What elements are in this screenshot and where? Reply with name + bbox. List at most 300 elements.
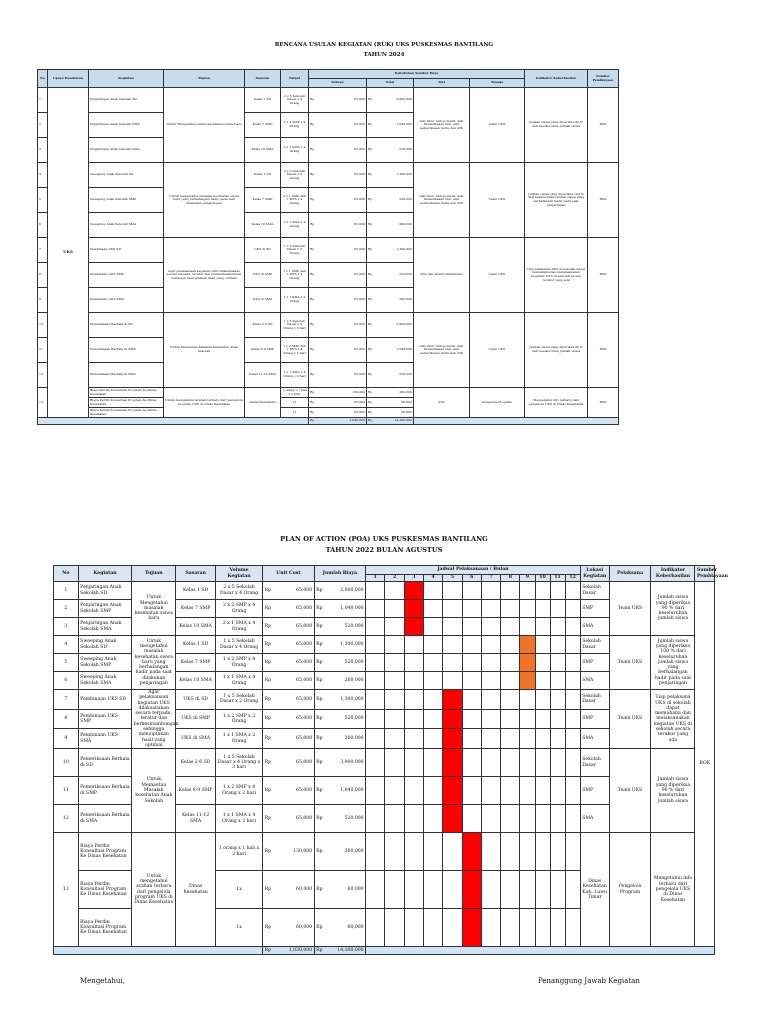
poa-jumlah-biaya [314, 654, 365, 672]
ruk-satuan-rp: Rp [310, 247, 315, 252]
poa-jumlah-biaya-rp: Rp [316, 848, 323, 854]
poa-jumlah-biaya [314, 582, 365, 600]
schedule-bar-month-5 [443, 729, 462, 749]
poa-jumlah-biaya-rp: Rp [316, 677, 323, 683]
poa-kegiatan: Sweeping Anak Sekolah SD [78, 636, 132, 654]
schedule-cell [366, 833, 385, 871]
ruk-no: 12 [38, 363, 48, 388]
ruk-total [367, 388, 414, 398]
poa-unit-cost-rp: Rp [264, 886, 272, 892]
poa-jumlah-biaya [314, 777, 365, 805]
ruk-total-value: 260,000 [399, 389, 412, 394]
ruk-h-target: Target [281, 70, 309, 88]
poa-no: 7 [54, 690, 79, 710]
ruk-target: 1 x 2 SMP dan 1 MTS x 4 Orang x 2 hari [281, 338, 309, 363]
schedule-cell [565, 909, 580, 947]
ruk-total [367, 363, 414, 388]
poa-h-kegiatan: Kegiatan [78, 566, 132, 582]
ruk-kegiatan: Sweeping Anak Sekolah SMA [89, 213, 164, 238]
poa-unit-cost-value: 65,000 [296, 605, 313, 611]
schedule-cell [385, 749, 404, 777]
poa-h-volume: Volume Kegiatan [215, 566, 262, 582]
schedule-cell [535, 600, 550, 618]
poa-unit-cost-value: 65,000 [296, 696, 313, 702]
schedule-cell [385, 636, 404, 654]
schedule-cell [462, 636, 481, 654]
poa-kegiatan: Biaya Perdin Konsultasi Program Ke Dinas Kesehatan [78, 871, 132, 909]
schedule-cell [535, 777, 550, 805]
ruk-total [367, 338, 414, 363]
schedule-cell [520, 777, 535, 805]
poa-h-no: No [54, 566, 79, 582]
poa-unit-cost-rp: Rp [264, 659, 272, 665]
poa-kegiatan: Penjaringan Anak Sekolah SD [78, 582, 132, 600]
schedule-cell [385, 777, 404, 805]
schedule-cell [462, 600, 481, 618]
ruk-total [367, 398, 414, 408]
schedule-cell [550, 636, 565, 654]
ruk-row [38, 88, 619, 113]
schedule-cell [501, 749, 520, 777]
schedule-cell [404, 777, 423, 805]
schedule-bar-month-3 [404, 582, 423, 600]
poa-jumlah-biaya [314, 805, 365, 833]
schedule-bar-month-3 [404, 618, 423, 636]
poa-unit-cost [263, 909, 314, 947]
poa-volume: 1x [215, 871, 262, 909]
poa-jumlah-biaya-rp: Rp [316, 759, 323, 765]
schedule-cell [443, 871, 462, 909]
schedule-cell [366, 805, 385, 833]
schedule-cell [481, 749, 500, 777]
ruk-kegiatan: Sweeping Anak Sekolah SMP [89, 188, 164, 213]
poa-jumlah-biaya-value: 520,000 [344, 815, 364, 821]
ruk-total [367, 213, 414, 238]
ruk-h-kebutuhan: Kebutuhan Sumber Daya [309, 70, 525, 79]
poa-volume: 1x [215, 909, 262, 947]
poa-jumlah-biaya-rp: Rp [316, 736, 323, 742]
poa-kegiatan: Sweeping Anak Sekolah SMP [78, 654, 132, 672]
schedule-cell [366, 749, 385, 777]
poa-kegiatan: Biaya Perdin Konsultasi Program Ke Dinas Kesehatan [78, 833, 132, 871]
ruk-total [367, 113, 414, 138]
poa-unit-cost-rp: Rp [264, 623, 272, 629]
ruk-kegiatan: Sweeping Anak Sekolah SD [89, 163, 164, 188]
ruk-sasaran: Kelas 7 SMP [245, 188, 281, 213]
poa-volume: 1 orang x 1 kali x 2 hari [215, 833, 262, 871]
poa-no: 3 [54, 618, 79, 636]
schedule-cell [481, 729, 500, 749]
ruk-sumber: BOK [588, 388, 619, 418]
schedule-cell [565, 690, 580, 710]
poa-no: 8 [54, 709, 79, 729]
poa-kegiatan: Pemeriksaan Berkala di SMA [78, 805, 132, 833]
poa-jumlah-biaya-value: 260,000 [344, 677, 364, 683]
ruk-total-value: 2,600,000 [396, 97, 412, 102]
poa-unit-cost [263, 805, 314, 833]
ruk-no: 4 [38, 163, 48, 188]
schedule-cell [565, 618, 580, 636]
ruk-satuan-value: 65,000 [354, 372, 365, 377]
poa-sasaran: Dinas Kesehatan [176, 833, 216, 947]
ruk-sasaran: UKS di SMA [245, 288, 281, 313]
ruk-total-value: 60,000 [401, 409, 412, 414]
schedule-cell [501, 909, 520, 947]
ruk-indikator: Tiap pelaksana UKS di sekolah dapat memahami dan melaksanakan kegiatan UKS di sekolah secara terukur yang ada [525, 238, 588, 313]
poa-kegiatan: Penjaringan Anak Sekolah SMA [78, 618, 132, 636]
schedule-cell [550, 709, 565, 729]
poa-tujuan: Untuk Memantau Masalah kesehatan Anak Sekolah [132, 749, 176, 833]
ruk-satuan-value: 65,000 [354, 97, 365, 102]
ruk-kegiatan: Pembinaan UKS SMP [89, 263, 164, 288]
ruk-no: 7 [38, 238, 48, 263]
poa-sasaran: Kelas 2-6 SD [176, 749, 216, 777]
ruk-target: 2 x 5 Sekolah Dasar x 4 Orang [281, 88, 309, 113]
poa-jumlah-biaya-value: 260,000 [344, 848, 364, 854]
schedule-cell [424, 600, 443, 618]
schedule-cell [443, 582, 462, 600]
ruk-target: 2 x 1 SMP dan 1 MTS x 4 Orang [281, 188, 309, 213]
poa-sasaran: UKS di SMP [176, 709, 216, 729]
footer-mengetahui: Mengetahui, [80, 977, 125, 985]
schedule-cell [565, 871, 580, 909]
ruk-satuan-value: 65,000 [354, 322, 365, 327]
ruk-h-indikator: Indikator Keberhasilan [525, 70, 588, 88]
poa-unit-cost [263, 749, 314, 777]
ruk-satuan-rp: Rp [310, 347, 315, 352]
schedule-cell [550, 777, 565, 805]
poa-unit-cost-rp: Rp [264, 759, 272, 765]
poa-indikator: Jumlah siswa yang diperiksa 90 % dari keseluruhan jumlah siswa [651, 749, 695, 833]
poa-kegiatan: Pembinaan UKS SMP [78, 709, 132, 729]
ruk-target: 2 x 1 SMA x 4 Orang [281, 138, 309, 163]
ruk-sasaran: Kelas 1 SD [245, 163, 281, 188]
ruk-sasaran: Dinas Kesehatan [245, 388, 281, 418]
schedule-cell [520, 618, 535, 636]
ruk-h-alat: Alat [414, 79, 470, 88]
poa-volume: 1 x 1 SMA x 2 Orang [215, 729, 262, 749]
ruk-total-value: 520,000 [399, 272, 412, 277]
poa-month-6: 6 [462, 575, 481, 582]
poa-jumlah-biaya [314, 600, 365, 618]
ruk-h-sumber: Sumber Pembiayaan [588, 70, 619, 88]
poa-row [54, 749, 715, 777]
poa-sasaran: Kelas 8-9 SMP [176, 777, 216, 805]
poa-no: 9 [54, 729, 79, 749]
ruk-kegiatan: Biaya Perdin Konsultasi Program Ke Dinas Kesehatan [89, 398, 164, 408]
poa-indikator: Jumlah siswa yang diperiksa 90 % dari keseluruhan jumlah siswa [651, 582, 695, 636]
poa-pelaksana: Team UKS [609, 690, 651, 749]
ruk-satuan [309, 238, 367, 263]
schedule-cell [443, 833, 462, 871]
ruk-target: 1 x 5 Sekolah Dasar x 4 Orang x 3 hari [281, 313, 309, 338]
ruk-indikator: Mengetahui info terbaru dari pengelola UKS di Dinas Kesehatan [525, 388, 588, 418]
schedule-cell [501, 729, 520, 749]
poa-sasaran: Kelas 10 SMA [176, 672, 216, 690]
poa-unit-cost-value: 65,000 [296, 623, 313, 629]
ruk-total-value: 1,300,000 [396, 172, 412, 177]
schedule-cell [404, 672, 423, 690]
ruk-kegiatan: Biaya Perdin Konsultasi Program Ke Dinas Kesehatan [89, 408, 164, 418]
schedule-cell [404, 690, 423, 710]
poa-kegiatan: Sweeping Anak Sekolah SMA [78, 672, 132, 690]
poa-table [53, 565, 728, 955]
ruk-alat: ATK [414, 388, 470, 418]
poa-row [54, 636, 715, 654]
poa-grand-unit [263, 947, 314, 955]
poa-lokasi: Sekolah Dasar [580, 636, 609, 654]
schedule-cell [550, 833, 565, 871]
schedule-cell [550, 909, 565, 947]
schedule-cell [535, 672, 550, 690]
poa-tujuan: Untuk mengetahui masalah kesehatan siswa baru yang berhalangan hadir pada saat dilakukan penjaringan [132, 636, 176, 690]
poa-lokasi: SMA [580, 805, 609, 833]
ruk-sasaran: Kelas 1 SD [245, 88, 281, 113]
ruk-sasaran: UKS di SMP [245, 263, 281, 288]
schedule-bar-month-9 [520, 636, 535, 654]
poa-year: TAHUN 2022 BULAN AGUSTUS [325, 546, 443, 554]
schedule-cell [501, 618, 520, 636]
ruk-satuan [309, 88, 367, 113]
ruk-target: 1 x 1 SMP dan 1 MTS x 2 Orang [281, 263, 309, 288]
poa-no: 5 [54, 654, 79, 672]
schedule-cell [443, 618, 462, 636]
ruk-total [367, 408, 414, 418]
ruk-title: RENCANA USULAN KEGIATAN (RUK) UKS PUSKESMAS BANTILANG [274, 42, 494, 48]
schedule-cell [462, 618, 481, 636]
ruk-kegiatan: Biaya Perdin Konsultasi Program Ke Dinas Kesehatan [89, 388, 164, 398]
ruk-tenaga: Pengelola Program [470, 388, 525, 418]
ruk-total-rp: Rp [368, 322, 373, 327]
schedule-cell [404, 749, 423, 777]
schedule-cell [535, 654, 550, 672]
poa-jumlah-biaya-rp: Rp [316, 787, 323, 793]
schedule-cell [535, 749, 550, 777]
ruk-kegiatan: Pembinaan UKS SD [89, 238, 164, 263]
ruk-total-rp: Rp [368, 399, 373, 404]
schedule-cell [520, 690, 535, 710]
poa-lokasi: Sekolah Dasar [580, 749, 609, 777]
schedule-cell [366, 600, 385, 618]
schedule-cell [462, 729, 481, 749]
schedule-cell [520, 709, 535, 729]
ruk-total-rp: Rp [368, 147, 373, 152]
ruk-sasaran: Kelas 11-12 SMA [245, 363, 281, 388]
ruk-total-value: 260,000 [399, 222, 412, 227]
schedule-cell [565, 654, 580, 672]
ruk-satuan [309, 113, 367, 138]
schedule-cell [501, 672, 520, 690]
ruk-satuan-value: 65,000 [354, 272, 365, 277]
schedule-cell [366, 709, 385, 729]
schedule-cell [424, 654, 443, 672]
poa-unit-cost-rp: Rp [264, 605, 272, 611]
ruk-satuan [309, 263, 367, 288]
poa-row [54, 690, 715, 710]
poa-jumlah-biaya-value: 60,000 [347, 924, 364, 930]
schedule-cell [501, 600, 520, 618]
poa-jumlah-biaya-value: 3,900,000 [340, 759, 364, 765]
ruk-grand-satuan-value: 1,030,000 [349, 418, 365, 423]
schedule-cell [366, 654, 385, 672]
poa-unit-cost [263, 618, 314, 636]
schedule-cell [462, 749, 481, 777]
poa-jumlah-biaya-value: 1,040,000 [340, 787, 364, 793]
ruk-total-rp: Rp [368, 409, 373, 414]
schedule-cell [520, 729, 535, 749]
ruk-sasaran: Kelas 8-9 SMP [245, 338, 281, 363]
poa-kegiatan: Pemeriksaan Berkala di SD [78, 749, 132, 777]
ruk-sasaran: Kelas 10 SMA [245, 213, 281, 238]
ruk-tenaga: Team UKS [470, 313, 525, 388]
poa-unit-cost-rp: Rp [264, 787, 272, 793]
schedule-cell [443, 600, 462, 618]
poa-grand-total [314, 947, 365, 955]
schedule-cell [565, 749, 580, 777]
poa-jumlah-biaya [314, 636, 365, 654]
ruk-tenaga: Team UKS [470, 163, 525, 238]
ruk-no: 2 [38, 113, 48, 138]
poa-unit-cost-value: 65,000 [296, 641, 313, 647]
ruk-total-value: 1,300,000 [396, 247, 412, 252]
schedule-cell [481, 600, 500, 618]
poa-jumlah-biaya [314, 729, 365, 749]
poa-jumlah-biaya-value: 520,000 [344, 623, 364, 629]
schedule-cell [385, 871, 404, 909]
poa-pelaksana: Pengelola Program [609, 833, 651, 947]
schedule-bar-month-5 [443, 709, 462, 729]
schedule-cell [481, 636, 500, 654]
schedule-cell [501, 636, 520, 654]
ruk-h-kegiatan: Kegiatan [89, 70, 164, 88]
poa-unit-cost [263, 729, 314, 749]
schedule-cell [366, 729, 385, 749]
poa-month-12: 12 [565, 575, 580, 582]
schedule-bar-month-6 [462, 909, 481, 947]
poa-unit-cost-rp: Rp [264, 716, 272, 722]
schedule-cell [404, 654, 423, 672]
ruk-h-tenaga: Tenaga [470, 79, 525, 88]
ruk-satuan-rp: Rp [310, 172, 315, 177]
footer-penanggung-jawab: Penanggung Jawab Kegiatan [538, 977, 640, 985]
schedule-cell [501, 709, 520, 729]
poa-jumlah-biaya-value: 1,300,000 [340, 696, 364, 702]
ruk-satuan-rp: Rp [310, 197, 315, 202]
ruk-kegiatan: Pemeriksaan Berkala di SMA [89, 363, 164, 388]
schedule-cell [462, 709, 481, 729]
poa-sasaran: Kelas 7 SMP [176, 654, 216, 672]
poa-unit-cost [263, 582, 314, 600]
poa-unit-cost-value: 130,000 [293, 848, 313, 854]
poa-lokasi: SMP [580, 654, 609, 672]
ruk-sasaran: Kelas 10 SMA [245, 138, 281, 163]
ruk-no: 11 [38, 338, 48, 363]
poa-sasaran: Kelas 1 SD [176, 582, 216, 600]
poa-jumlah-biaya [314, 871, 365, 909]
ruk-alat: ATK dan Modul Pembinaan [414, 238, 470, 313]
ruk-indikator: Jumlah siswa yang diperiksa 90 % dari keseluruhan jumlah siswa [525, 313, 588, 388]
schedule-cell [565, 672, 580, 690]
ruk-satuan [309, 163, 367, 188]
schedule-cell [565, 833, 580, 871]
poa-pelaksana: Team UKS [609, 636, 651, 690]
poa-jumlah-biaya-rp: Rp [316, 605, 323, 611]
schedule-cell [404, 871, 423, 909]
ruk-satuan [309, 313, 367, 338]
poa-tujuan: Untuk mengetahui arahan terbaru dari pengelola program UKS di Dinas Kesehatan [132, 833, 176, 947]
schedule-cell [535, 636, 550, 654]
ruk-total-rp: Rp [368, 297, 373, 302]
poa-unit-cost-value: 65,000 [296, 716, 313, 722]
poa-title: PLAN OF ACTION (POA) UKS PUSKESMAS BANTILANG [280, 535, 488, 543]
schedule-cell [501, 805, 520, 833]
schedule-cell [385, 654, 404, 672]
schedule-cell [550, 690, 565, 710]
ruk-satuan [309, 338, 367, 363]
schedule-cell [462, 582, 481, 600]
poa-volume: 2 x 2 SMP x 4 Orang [215, 600, 262, 618]
poa-jumlah-biaya-rp: Rp [316, 659, 323, 665]
ruk-alat: Alat Ukur Antopometri, Alat Pemeriksaan Gizi, alat pemeriksaan indra dan ATK [414, 163, 470, 238]
schedule-cell [424, 777, 443, 805]
ruk-target: 1 orang x 1 kali x 2 hari [282, 387, 307, 396]
schedule-cell [520, 909, 535, 947]
schedule-cell [424, 690, 443, 710]
ruk-total [367, 88, 414, 113]
poa-volume: 1 x 2 SMP x 4 Orang [215, 654, 262, 672]
ruk-h-sasaran: Sasaran [245, 70, 281, 88]
schedule-cell [565, 600, 580, 618]
ruk-row [38, 388, 619, 398]
poa-jumlah-biaya [314, 672, 365, 690]
poa-lokasi: SMA [580, 729, 609, 749]
poa-month-4: 4 [424, 575, 443, 582]
poa-month-7: 7 [481, 575, 500, 582]
ruk-total-blank [38, 418, 309, 425]
poa-sasaran: Kelas 1 SD [176, 636, 216, 654]
poa-jumlah-biaya-value: 1,300,000 [340, 641, 364, 647]
ruk-total [367, 138, 414, 163]
poa-unit-cost-value: 65,000 [296, 787, 313, 793]
poa-jumlah-biaya-rp: Rp [316, 641, 323, 647]
poa-h-unit: Unit Cost [263, 566, 314, 582]
schedule-cell [462, 654, 481, 672]
ruk-target: 1 x 1 SMA x 2 Orang [281, 288, 309, 313]
poa-kegiatan: Pembinaan UKS SD [78, 690, 132, 710]
ruk-h-upaya: Upaya Kesehatan [48, 70, 89, 88]
ruk-no: 5 [38, 188, 48, 213]
ruk-total-rp: Rp [368, 389, 373, 394]
poa-unit-cost-value: 65,000 [296, 759, 313, 765]
poa-unit-cost-rp: Rp [264, 848, 272, 854]
poa-unit-cost-value: 60,000 [296, 886, 313, 892]
ruk-h-no: No [38, 70, 48, 88]
schedule-cell [550, 618, 565, 636]
ruk-target: 1x [281, 398, 309, 408]
schedule-cell [481, 777, 500, 805]
ruk-kegiatan: Penjaringan Anak Sekolah SD [89, 88, 164, 113]
poa-month-8: 8 [501, 575, 520, 582]
ruk-satuan-rp: Rp [310, 272, 315, 277]
ruk-total-rp: Rp [368, 172, 373, 177]
ruk-tenaga: Team UKS [470, 88, 525, 163]
poa-no: 10 [54, 749, 79, 777]
schedule-cell [565, 805, 580, 833]
ruk-sumber: BOK [588, 88, 619, 163]
schedule-cell [424, 672, 443, 690]
ruk-total-value: 520,000 [399, 147, 412, 152]
ruk-satuan [309, 363, 367, 388]
